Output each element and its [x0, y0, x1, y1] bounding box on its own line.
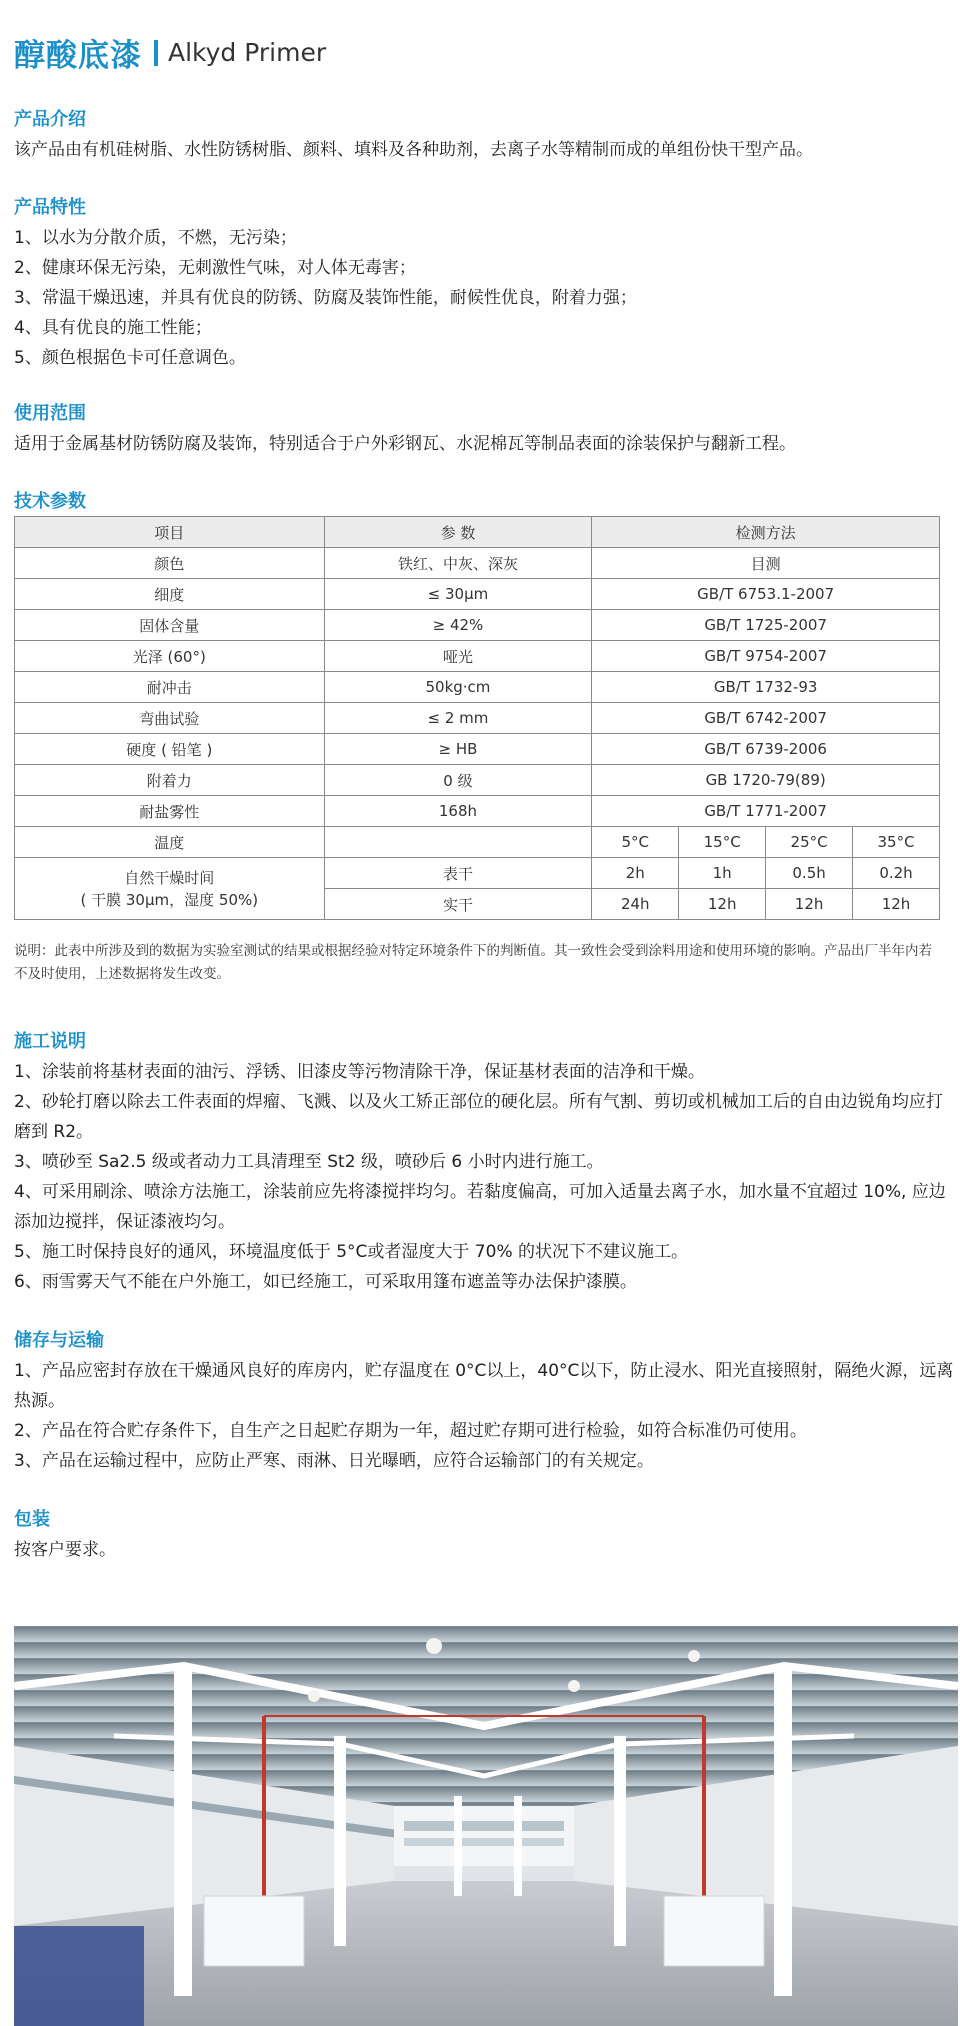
application-item: 4、可采用刷涂、喷涂方法施工，涂装前应先将漆搅拌均匀。若黏度偏高，可加入适量去离子水，加水量不宜超过 10%, 应边添加边搅拌，保证漆液均匀。	[14, 1182, 946, 1232]
intro-text: 该产品由有机硅树脂、水性防锈树脂、颜料、填料及各种助剂，去离子水等精制而成的单组份快干型产品。	[14, 140, 813, 160]
tech-params-table	[14, 516, 940, 920]
temp-35: 35°C	[853, 827, 940, 858]
application-item: 2、砂轮打磨以除去工件表面的焊瘤、飞溅、以及火工矫正部位的硬化层。所有气割、剪切或机械加工后的自由边锐角均应打磨到 R2。	[14, 1092, 943, 1142]
hard-dry-value: 24h	[592, 889, 679, 920]
cell-method: GB/T 1732-93	[592, 672, 940, 703]
cell-param: 50kg·cm	[324, 672, 592, 703]
application-section	[14, 1027, 954, 1297]
dry-time-label-1: 自然干燥时间	[124, 868, 215, 887]
storage-item: 3、产品在运输过程中，应防止严寒、雨淋、日光曝晒，应符合运输部门的有关规定。	[14, 1451, 654, 1471]
product-title-cn: 醇酸底漆	[14, 38, 142, 74]
temperature-row	[15, 827, 940, 858]
cell-method: GB/T 9754-2007	[592, 641, 940, 672]
feature-item: 3、常温干燥迅速，并具有优良的防锈、防腐及装饰性能，耐候性优良，附着力强；	[14, 288, 637, 308]
temperature-blank	[324, 827, 592, 858]
cell-item: 硬度 ( 铅笔 )	[15, 734, 325, 765]
cell-item: 耐盐雾性	[15, 796, 325, 827]
tech-title: 技术参数	[14, 491, 86, 512]
hard-dry-value: 12h	[766, 889, 853, 920]
application-item: 1、涂装前将基材表面的油污、浮锈、旧漆皮等污物清除干净，保证基材表面的洁净和干燥。	[14, 1062, 705, 1082]
feature-item: 2、健康环保无污染，无刺激性气味，对人体无毒害；	[14, 258, 416, 278]
temp-15: 15°C	[679, 827, 766, 858]
col-header-param: 参 数	[324, 517, 592, 548]
cell-method: GB/T 1771-2007	[592, 796, 940, 827]
intro-title: 产品介绍	[14, 109, 86, 130]
title-divider	[154, 40, 158, 66]
feature-item: 5、颜色根据色卡可任意调色。	[14, 348, 246, 368]
col-header-method: 检测方法	[592, 517, 940, 548]
scope-section	[14, 399, 954, 459]
application-item: 6、雨雪雾天气不能在户外施工，如已经施工，可采取用篷布遮盖等办法保护漆膜。	[14, 1272, 637, 1292]
surface-dry-value: 0.2h	[853, 858, 940, 889]
hard-dry-value: 12h	[853, 889, 940, 920]
table-row	[15, 796, 940, 827]
tech-section-heading	[14, 487, 954, 517]
storage-section	[14, 1326, 954, 1476]
packaging-section	[14, 1505, 954, 1565]
application-item: 5、施工时保持良好的通风，环境温度低于 5°C或者湿度大于 70% 的状况下不建议施工。	[14, 1242, 688, 1262]
cell-method: GB 1720-79(89)	[592, 765, 940, 796]
cell-param: ≤ 30μm	[324, 579, 592, 610]
temp-5: 5°C	[592, 827, 679, 858]
features-section	[14, 193, 954, 373]
dry-time-label-2: ( 干膜 30μm，湿度 50%)	[80, 890, 259, 909]
table-row	[15, 703, 940, 734]
application-title: 施工说明	[14, 1031, 86, 1052]
storage-title: 储存与运输	[14, 1330, 104, 1351]
cell-item: 固体含量	[15, 610, 325, 641]
surface-dry-row	[15, 858, 940, 889]
cell-param: ≤ 2 mm	[324, 703, 592, 734]
packaging-title: 包装	[14, 1509, 50, 1530]
cell-method: GB/T 1725-2007	[592, 610, 940, 641]
storage-item: 2、产品在符合贮存条件下，自生产之日起贮存期为一年，超过贮存期可进行检验，如符合标准仍可使用。	[14, 1421, 807, 1441]
hard-dry-value: 12h	[679, 889, 766, 920]
feature-item: 4、具有优良的施工性能；	[14, 318, 212, 338]
features-title: 产品特性	[14, 197, 86, 218]
warehouse-photo	[14, 1626, 958, 2026]
cell-method: 目测	[592, 548, 940, 579]
temp-25: 25°C	[766, 827, 853, 858]
feature-item: 1、以水为分散介质，不燃，无污染；	[14, 228, 297, 248]
cell-item: 弯曲试验	[15, 703, 325, 734]
cell-item: 细度	[15, 579, 325, 610]
table-header-row	[15, 517, 940, 548]
table-row	[15, 548, 940, 579]
table-row	[15, 672, 940, 703]
temperature-label: 温度	[15, 827, 325, 858]
table-row	[15, 579, 940, 610]
cell-item: 光泽 (60°)	[15, 641, 325, 672]
cell-param: 0 级	[324, 765, 592, 796]
scope-text: 适用于金属基材防锈防腐及装饰，特别适合于户外彩钢瓦、水泥棉瓦等制品表面的涂装保护与翻新工程。	[14, 434, 796, 454]
intro-section	[14, 105, 954, 165]
table-row	[15, 641, 940, 672]
table-row	[15, 734, 940, 765]
cell-param: ≥ HB	[324, 734, 592, 765]
page-header	[14, 30, 326, 75]
cell-method: GB/T 6742-2007	[592, 703, 940, 734]
surface-dry-value: 2h	[592, 858, 679, 889]
cell-method: GB/T 6753.1-2007	[592, 579, 940, 610]
table-row	[15, 610, 940, 641]
dry-time-label	[15, 858, 325, 920]
cell-method: GB/T 6739-2006	[592, 734, 940, 765]
scope-title: 使用范围	[14, 403, 86, 424]
cell-item: 耐冲击	[15, 672, 325, 703]
cell-param: 168h	[324, 796, 592, 827]
cell-item: 颜色	[15, 548, 325, 579]
table-note: 说明：此表中所涉及到的数据为实验室测试的结果或根据经验对特定环境条件下的判断值。其一致性会受到涂料用途和使用环境的影响。产品出厂半年内若不及时使用，上述数据将发生改变。	[14, 943, 932, 982]
col-header-item: 项目	[15, 517, 325, 548]
hard-dry-label: 实干	[324, 889, 592, 920]
table-row	[15, 765, 940, 796]
packaging-text: 按客户要求。	[14, 1540, 116, 1560]
application-item: 3、喷砂至 Sa2.5 级或者动力工具清理至 St2 级，喷砂后 6 小时内进行施工。	[14, 1152, 604, 1172]
surface-dry-value: 1h	[679, 858, 766, 889]
storage-item: 1、产品应密封存放在干燥通风良好的库房内，贮存温度在 0°C以上，40°C以下，防止浸水、阳光直接照射，隔绝火源，远离热源。	[14, 1361, 954, 1411]
surface-dry-value: 0.5h	[766, 858, 853, 889]
cell-param: 哑光	[324, 641, 592, 672]
cell-item: 附着力	[15, 765, 325, 796]
product-title-en: Alkyd Primer	[168, 38, 327, 67]
cell-param: ≥ 42%	[324, 610, 592, 641]
cell-param: 铁红、中灰、深灰	[324, 548, 592, 579]
surface-dry-label: 表干	[324, 858, 592, 889]
